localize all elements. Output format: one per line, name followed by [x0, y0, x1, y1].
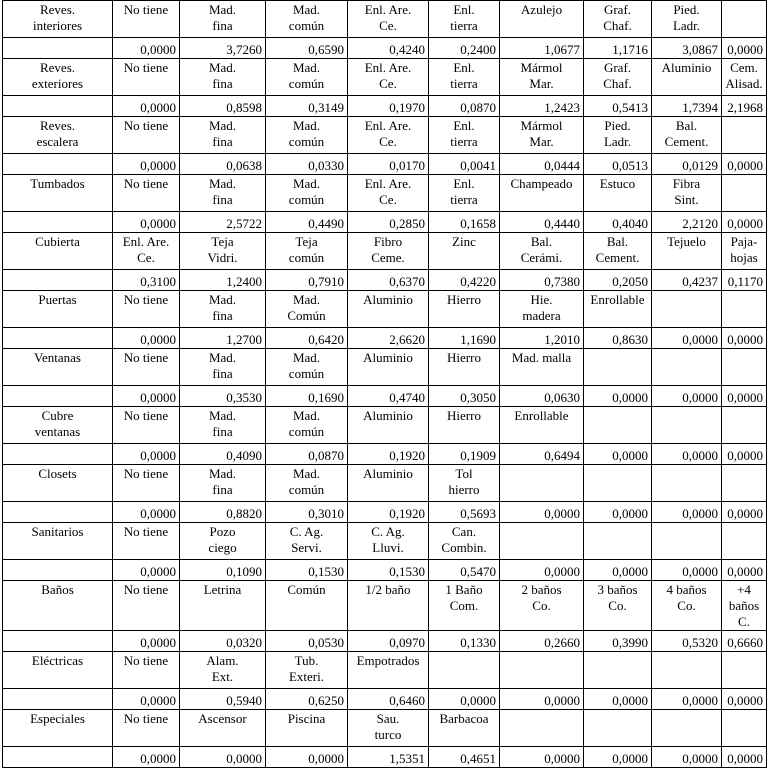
- option-label-cell: C. Ag. Servi.: [266, 523, 348, 560]
- category-cell: Reves. exteriores: [3, 59, 113, 96]
- coefficient-value-cell: 0,0129: [652, 154, 722, 175]
- coefficient-value-cell: 0,4440: [500, 212, 584, 233]
- category-cell: Baños: [3, 581, 113, 631]
- option-label-cell: Letrina: [180, 581, 266, 631]
- coefficient-value-cell: 0,0000: [584, 747, 652, 768]
- empty-cell: [3, 96, 113, 117]
- coefficient-value-cell: 0,0000: [584, 560, 652, 581]
- coefficient-value-cell: 0,0444: [500, 154, 584, 175]
- option-label-cell: Paja- hojas: [722, 233, 767, 270]
- empty-cell: [3, 631, 113, 652]
- value-row: [3, 96, 767, 117]
- option-label-cell: [652, 465, 722, 502]
- option-label-cell: Tol hierro: [429, 465, 500, 502]
- option-label-cell: [722, 523, 767, 560]
- option-label-cell: Champeado: [500, 175, 584, 212]
- coefficient-value-cell: 0,5320: [652, 631, 722, 652]
- coefficient-value-cell: 1,7394: [652, 96, 722, 117]
- option-label-cell: Mad. fina: [180, 407, 266, 444]
- coefficient-value-cell: 0,0513: [584, 154, 652, 175]
- coefficient-value-cell: 0,4740: [348, 386, 429, 407]
- option-label-cell: Hierro: [429, 291, 500, 328]
- value-row: [3, 38, 767, 59]
- option-label-cell: Tub. Exteri.: [266, 652, 348, 689]
- coefficient-value-cell: 0,0870: [266, 444, 348, 465]
- empty-cell: [3, 270, 113, 291]
- coefficient-value-cell: 0,0000: [652, 747, 722, 768]
- option-label-cell: Mad. común: [266, 407, 348, 444]
- option-label-cell: Mad. común: [266, 175, 348, 212]
- coefficient-value-cell: 0,0000: [500, 747, 584, 768]
- label-row: [3, 117, 767, 154]
- option-label-cell: No tiene: [113, 581, 180, 631]
- option-label-cell: +4 baños C.: [722, 581, 767, 631]
- coefficient-value-cell: 0,0000: [722, 386, 767, 407]
- option-label-cell: Enl. Are. Ce.: [348, 117, 429, 154]
- option-label-cell: Mad. fina: [180, 1, 266, 38]
- option-label-cell: Cem. Alisad.: [722, 59, 767, 96]
- option-label-cell: [722, 710, 767, 747]
- coefficient-value-cell: 0,8630: [584, 328, 652, 349]
- coefficient-value-cell: 0,1909: [429, 444, 500, 465]
- option-label-cell: Mad. fina: [180, 59, 266, 96]
- coefficient-value-cell: 0,0630: [500, 386, 584, 407]
- option-label-cell: Graf. Chaf.: [584, 1, 652, 38]
- option-label-cell: Azulejo: [500, 1, 584, 38]
- coefficient-value-cell: 0,0000: [584, 386, 652, 407]
- option-label-cell: [722, 175, 767, 212]
- value-row: [3, 212, 767, 233]
- coefficient-value-cell: 0,0870: [429, 96, 500, 117]
- option-label-cell: Mad. común: [266, 1, 348, 38]
- coefficient-value-cell: 1,0677: [500, 38, 584, 59]
- coefficient-value-cell: 0,6460: [348, 689, 429, 710]
- option-label-cell: Ascensor: [180, 710, 266, 747]
- coefficient-value-cell: 0,4220: [429, 270, 500, 291]
- coefficient-value-cell: 1,2700: [180, 328, 266, 349]
- option-label-cell: Zinc: [429, 233, 500, 270]
- option-label-cell: 1 Baño Com.: [429, 581, 500, 631]
- coefficient-value-cell: 0,1090: [180, 560, 266, 581]
- coefficient-value-cell: 0,0000: [652, 502, 722, 523]
- coefficient-value-cell: 0,0970: [348, 631, 429, 652]
- category-cell: Especiales: [3, 710, 113, 747]
- label-row: [3, 349, 767, 386]
- category-cell: Reves. interiores: [3, 1, 113, 38]
- coefficient-value-cell: 0,1170: [722, 270, 767, 291]
- empty-cell: [3, 212, 113, 233]
- coefficient-value-cell: 0,0000: [722, 212, 767, 233]
- category-cell: Closets: [3, 465, 113, 502]
- coefficient-value-cell: 0,3100: [113, 270, 180, 291]
- option-label-cell: Pied. Ladr.: [652, 1, 722, 38]
- coefficient-value-cell: 0,0000: [113, 747, 180, 768]
- option-label-cell: Mad. fina: [180, 349, 266, 386]
- option-label-cell: Alam. Ext.: [180, 652, 266, 689]
- label-row: [3, 175, 767, 212]
- coefficient-value-cell: 0,0000: [584, 502, 652, 523]
- value-row: [3, 386, 767, 407]
- coefficient-value-cell: 2,2120: [652, 212, 722, 233]
- coefficient-value-cell: 0,0000: [113, 386, 180, 407]
- option-label-cell: [584, 407, 652, 444]
- coefficient-value-cell: 1,1716: [584, 38, 652, 59]
- coefficient-value-cell: 0,7380: [500, 270, 584, 291]
- coefficient-value-cell: 0,0000: [584, 444, 652, 465]
- category-cell: Sanitarios: [3, 523, 113, 560]
- option-label-cell: [652, 710, 722, 747]
- coefficient-value-cell: 0,1530: [348, 560, 429, 581]
- option-label-cell: Mad. común: [266, 465, 348, 502]
- option-label-cell: Mad. fina: [180, 117, 266, 154]
- coefficient-value-cell: 0,5413: [584, 96, 652, 117]
- option-label-cell: Mad. común: [266, 349, 348, 386]
- label-row: [3, 407, 767, 444]
- option-label-cell: Bal. Cement.: [652, 117, 722, 154]
- option-label-cell: 3 baños Co.: [584, 581, 652, 631]
- label-row: [3, 291, 767, 328]
- category-cell: Reves. escalera: [3, 117, 113, 154]
- coefficient-value-cell: 0,6494: [500, 444, 584, 465]
- category-cell: Tumbados: [3, 175, 113, 212]
- option-label-cell: No tiene: [113, 175, 180, 212]
- option-label-cell: [584, 710, 652, 747]
- option-label-cell: Estuco: [584, 175, 652, 212]
- coefficient-value-cell: 0,0000: [266, 747, 348, 768]
- empty-cell: [3, 38, 113, 59]
- option-label-cell: 2 baños Co.: [500, 581, 584, 631]
- coefficient-value-cell: 0,8820: [180, 502, 266, 523]
- coefficient-value-cell: 0,0000: [113, 631, 180, 652]
- coefficient-value-cell: 0,4237: [652, 270, 722, 291]
- coefficient-value-cell: 0,5940: [180, 689, 266, 710]
- coefficient-value-cell: 0,0000: [652, 328, 722, 349]
- label-row: [3, 465, 767, 502]
- option-label-cell: Mad. Común: [266, 291, 348, 328]
- option-label-cell: Enl. tierra: [429, 59, 500, 96]
- coefficient-value-cell: 0,8598: [180, 96, 266, 117]
- coefficient-value-cell: 0,0000: [722, 502, 767, 523]
- option-label-cell: Mármol Mar.: [500, 117, 584, 154]
- coefficient-value-cell: 0,2050: [584, 270, 652, 291]
- coefficient-value-cell: 0,4490: [266, 212, 348, 233]
- coefficient-value-cell: 0,0530: [266, 631, 348, 652]
- coefficient-value-cell: 0,2400: [429, 38, 500, 59]
- empty-cell: [3, 502, 113, 523]
- option-label-cell: [652, 291, 722, 328]
- coefficient-value-cell: 0,6370: [348, 270, 429, 291]
- option-label-cell: Fibro Ceme.: [348, 233, 429, 270]
- value-row: [3, 154, 767, 175]
- option-label-cell: Aluminio: [652, 59, 722, 96]
- coefficient-value-cell: 0,4240: [348, 38, 429, 59]
- coefficient-value-cell: 0,0000: [113, 689, 180, 710]
- coefficient-value-cell: 0,0170: [348, 154, 429, 175]
- option-label-cell: [722, 1, 767, 38]
- value-row: [3, 560, 767, 581]
- option-label-cell: Pied. Ladr.: [584, 117, 652, 154]
- option-label-cell: Mad. fina: [180, 465, 266, 502]
- empty-cell: [3, 386, 113, 407]
- coefficient-value-cell: 1,5351: [348, 747, 429, 768]
- option-label-cell: [500, 465, 584, 502]
- option-label-cell: Mad. común: [266, 117, 348, 154]
- empty-cell: [3, 689, 113, 710]
- coefficient-value-cell: 0,1920: [348, 444, 429, 465]
- option-label-cell: No tiene: [113, 407, 180, 444]
- option-label-cell: Enl. Are. Ce.: [113, 233, 180, 270]
- coefficient-value-cell: 0,1920: [348, 502, 429, 523]
- option-label-cell: Can. Combin.: [429, 523, 500, 560]
- option-label-cell: Bal. Cement.: [584, 233, 652, 270]
- coefficient-value-cell: 0,0000: [113, 38, 180, 59]
- option-label-cell: [652, 523, 722, 560]
- option-label-cell: [722, 291, 767, 328]
- option-label-cell: Aluminio: [348, 349, 429, 386]
- coefficient-value-cell: 0,5693: [429, 502, 500, 523]
- option-label-cell: Empotrados: [348, 652, 429, 689]
- coefficient-value-cell: 0,1658: [429, 212, 500, 233]
- value-row: [3, 631, 767, 652]
- option-label-cell: Pozo ciego: [180, 523, 266, 560]
- coefficient-value-cell: 0,0000: [113, 212, 180, 233]
- empty-cell: [3, 444, 113, 465]
- option-label-cell: [429, 652, 500, 689]
- option-label-cell: Fibra Sint.: [652, 175, 722, 212]
- coefficient-value-cell: 0,0000: [722, 38, 767, 59]
- value-row: [3, 270, 767, 291]
- option-label-cell: Hierro: [429, 407, 500, 444]
- option-label-cell: [584, 523, 652, 560]
- coefficient-value-cell: 0,3530: [180, 386, 266, 407]
- option-label-cell: No tiene: [113, 523, 180, 560]
- coefficient-value-cell: 0,0041: [429, 154, 500, 175]
- coefficient-value-cell: 0,6590: [266, 38, 348, 59]
- label-row: [3, 233, 767, 270]
- option-label-cell: [584, 349, 652, 386]
- coefficient-value-cell: 0,0000: [652, 689, 722, 710]
- value-row: [3, 444, 767, 465]
- option-label-cell: No tiene: [113, 465, 180, 502]
- coefficient-value-cell: 0,0000: [722, 747, 767, 768]
- option-label-cell: Bal. Cerámi.: [500, 233, 584, 270]
- option-label-cell: Teja común: [266, 233, 348, 270]
- coefficient-value-cell: 3,0867: [652, 38, 722, 59]
- option-label-cell: Enrollable: [500, 407, 584, 444]
- coefficient-value-cell: 0,6660: [722, 631, 767, 652]
- label-row: [3, 1, 767, 38]
- coefficient-value-cell: 0,3050: [429, 386, 500, 407]
- option-label-cell: Hierro: [429, 349, 500, 386]
- coefficient-value-cell: 1,2423: [500, 96, 584, 117]
- option-label-cell: Mad. malla: [500, 349, 584, 386]
- option-label-cell: Enl. Are. Ce.: [348, 1, 429, 38]
- coefficient-value-cell: 0,0000: [584, 689, 652, 710]
- option-label-cell: [722, 407, 767, 444]
- coefficient-value-cell: 0,0000: [500, 560, 584, 581]
- coefficients-table-container: [2, 0, 767, 768]
- category-cell: Ventanas: [3, 349, 113, 386]
- coefficient-value-cell: 0,4090: [180, 444, 266, 465]
- coefficient-value-cell: 0,3149: [266, 96, 348, 117]
- value-row: [3, 502, 767, 523]
- option-label-cell: [584, 465, 652, 502]
- option-label-cell: Mad. fina: [180, 175, 266, 212]
- coefficient-value-cell: 0,0000: [500, 502, 584, 523]
- option-label-cell: No tiene: [113, 59, 180, 96]
- option-label-cell: Mármol Mar.: [500, 59, 584, 96]
- option-label-cell: Mad. fina: [180, 291, 266, 328]
- coefficient-value-cell: 0,1530: [266, 560, 348, 581]
- option-label-cell: Hie. madera: [500, 291, 584, 328]
- label-row: [3, 710, 767, 747]
- option-label-cell: Enl. tierra: [429, 175, 500, 212]
- coefficient-value-cell: 0,0000: [113, 96, 180, 117]
- coefficient-value-cell: 0,3010: [266, 502, 348, 523]
- coefficients-table: [2, 0, 767, 768]
- coefficient-value-cell: 0,2660: [500, 631, 584, 652]
- option-label-cell: C. Ag. Lluvi.: [348, 523, 429, 560]
- option-label-cell: Graf. Chaf.: [584, 59, 652, 96]
- empty-cell: [3, 747, 113, 768]
- option-label-cell: Piscina: [266, 710, 348, 747]
- option-label-cell: No tiene: [113, 652, 180, 689]
- coefficient-value-cell: 0,0330: [266, 154, 348, 175]
- option-label-cell: Aluminio: [348, 465, 429, 502]
- label-row: [3, 523, 767, 560]
- option-label-cell: 1/2 baño: [348, 581, 429, 631]
- option-label-cell: [500, 523, 584, 560]
- option-label-cell: [722, 117, 767, 154]
- coefficient-value-cell: 0,2850: [348, 212, 429, 233]
- option-label-cell: Enl. Are. Ce.: [348, 59, 429, 96]
- option-label-cell: Enl. tierra: [429, 1, 500, 38]
- option-label-cell: Enrollable: [584, 291, 652, 328]
- value-row: [3, 689, 767, 710]
- option-label-cell: Enl. tierra: [429, 117, 500, 154]
- coefficient-value-cell: 0,0000: [113, 560, 180, 581]
- empty-cell: [3, 560, 113, 581]
- option-label-cell: [652, 652, 722, 689]
- value-row: [3, 328, 767, 349]
- label-row: [3, 652, 767, 689]
- coefficient-value-cell: 0,1690: [266, 386, 348, 407]
- coefficient-value-cell: 0,7910: [266, 270, 348, 291]
- coefficient-value-cell: 0,0000: [722, 444, 767, 465]
- option-label-cell: 4 baños Co.: [652, 581, 722, 631]
- coefficient-value-cell: 0,6250: [266, 689, 348, 710]
- coefficient-value-cell: 0,0000: [180, 747, 266, 768]
- label-row: [3, 59, 767, 96]
- coefficient-value-cell: 0,0000: [722, 328, 767, 349]
- option-label-cell: Teja Vidri.: [180, 233, 266, 270]
- coefficient-value-cell: 0,0000: [652, 560, 722, 581]
- option-label-cell: [722, 652, 767, 689]
- coefficient-value-cell: 0,0000: [722, 689, 767, 710]
- coefficient-value-cell: 0,0000: [500, 689, 584, 710]
- option-label-cell: Barbacoa: [429, 710, 500, 747]
- coefficient-value-cell: 2,6620: [348, 328, 429, 349]
- coefficient-value-cell: 0,0638: [180, 154, 266, 175]
- coefficient-value-cell: 0,0000: [429, 689, 500, 710]
- option-label-cell: Mad. común: [266, 59, 348, 96]
- coefficient-value-cell: 1,2010: [500, 328, 584, 349]
- coefficient-value-cell: 0,4040: [584, 212, 652, 233]
- value-row: [3, 747, 767, 768]
- coefficient-value-cell: 0,6420: [266, 328, 348, 349]
- coefficient-value-cell: 1,2400: [180, 270, 266, 291]
- option-label-cell: Tejuelo: [652, 233, 722, 270]
- option-label-cell: Común: [266, 581, 348, 631]
- coefficient-value-cell: 0,0000: [113, 328, 180, 349]
- option-label-cell: No tiene: [113, 117, 180, 154]
- label-row: [3, 581, 767, 631]
- coefficient-value-cell: 0,0000: [652, 386, 722, 407]
- coefficient-value-cell: 0,0000: [113, 502, 180, 523]
- empty-cell: [3, 154, 113, 175]
- coefficient-value-cell: 0,1330: [429, 631, 500, 652]
- category-cell: Cubierta: [3, 233, 113, 270]
- category-cell: Eléctricas: [3, 652, 113, 689]
- coefficient-value-cell: 0,3990: [584, 631, 652, 652]
- coefficient-value-cell: 2,1968: [722, 96, 767, 117]
- option-label-cell: No tiene: [113, 1, 180, 38]
- coefficient-value-cell: 0,0000: [113, 154, 180, 175]
- option-label-cell: [652, 407, 722, 444]
- option-label-cell: No tiene: [113, 291, 180, 328]
- option-label-cell: [500, 710, 584, 747]
- coefficient-value-cell: 0,0000: [722, 560, 767, 581]
- option-label-cell: [722, 349, 767, 386]
- option-label-cell: Aluminio: [348, 407, 429, 444]
- option-label-cell: Aluminio: [348, 291, 429, 328]
- option-label-cell: No tiene: [113, 349, 180, 386]
- coefficient-value-cell: 0,0000: [113, 444, 180, 465]
- option-label-cell: Enl. Are. Ce.: [348, 175, 429, 212]
- category-cell: Puertas: [3, 291, 113, 328]
- coefficient-value-cell: 2,5722: [180, 212, 266, 233]
- coefficient-value-cell: 3,7260: [180, 38, 266, 59]
- coefficient-value-cell: 1,1690: [429, 328, 500, 349]
- coefficient-value-cell: 0,4651: [429, 747, 500, 768]
- empty-cell: [3, 328, 113, 349]
- table-body: [3, 1, 767, 768]
- coefficient-value-cell: 0,0000: [652, 444, 722, 465]
- option-label-cell: [500, 652, 584, 689]
- category-cell: Cubre ventanas: [3, 407, 113, 444]
- option-label-cell: [722, 465, 767, 502]
- option-label-cell: [584, 652, 652, 689]
- coefficient-value-cell: 0,0320: [180, 631, 266, 652]
- option-label-cell: Sau. turco: [348, 710, 429, 747]
- coefficient-value-cell: 0,0000: [722, 154, 767, 175]
- option-label-cell: [652, 349, 722, 386]
- coefficient-value-cell: 0,5470: [429, 560, 500, 581]
- option-label-cell: No tiene: [113, 710, 180, 747]
- coefficient-value-cell: 0,1970: [348, 96, 429, 117]
